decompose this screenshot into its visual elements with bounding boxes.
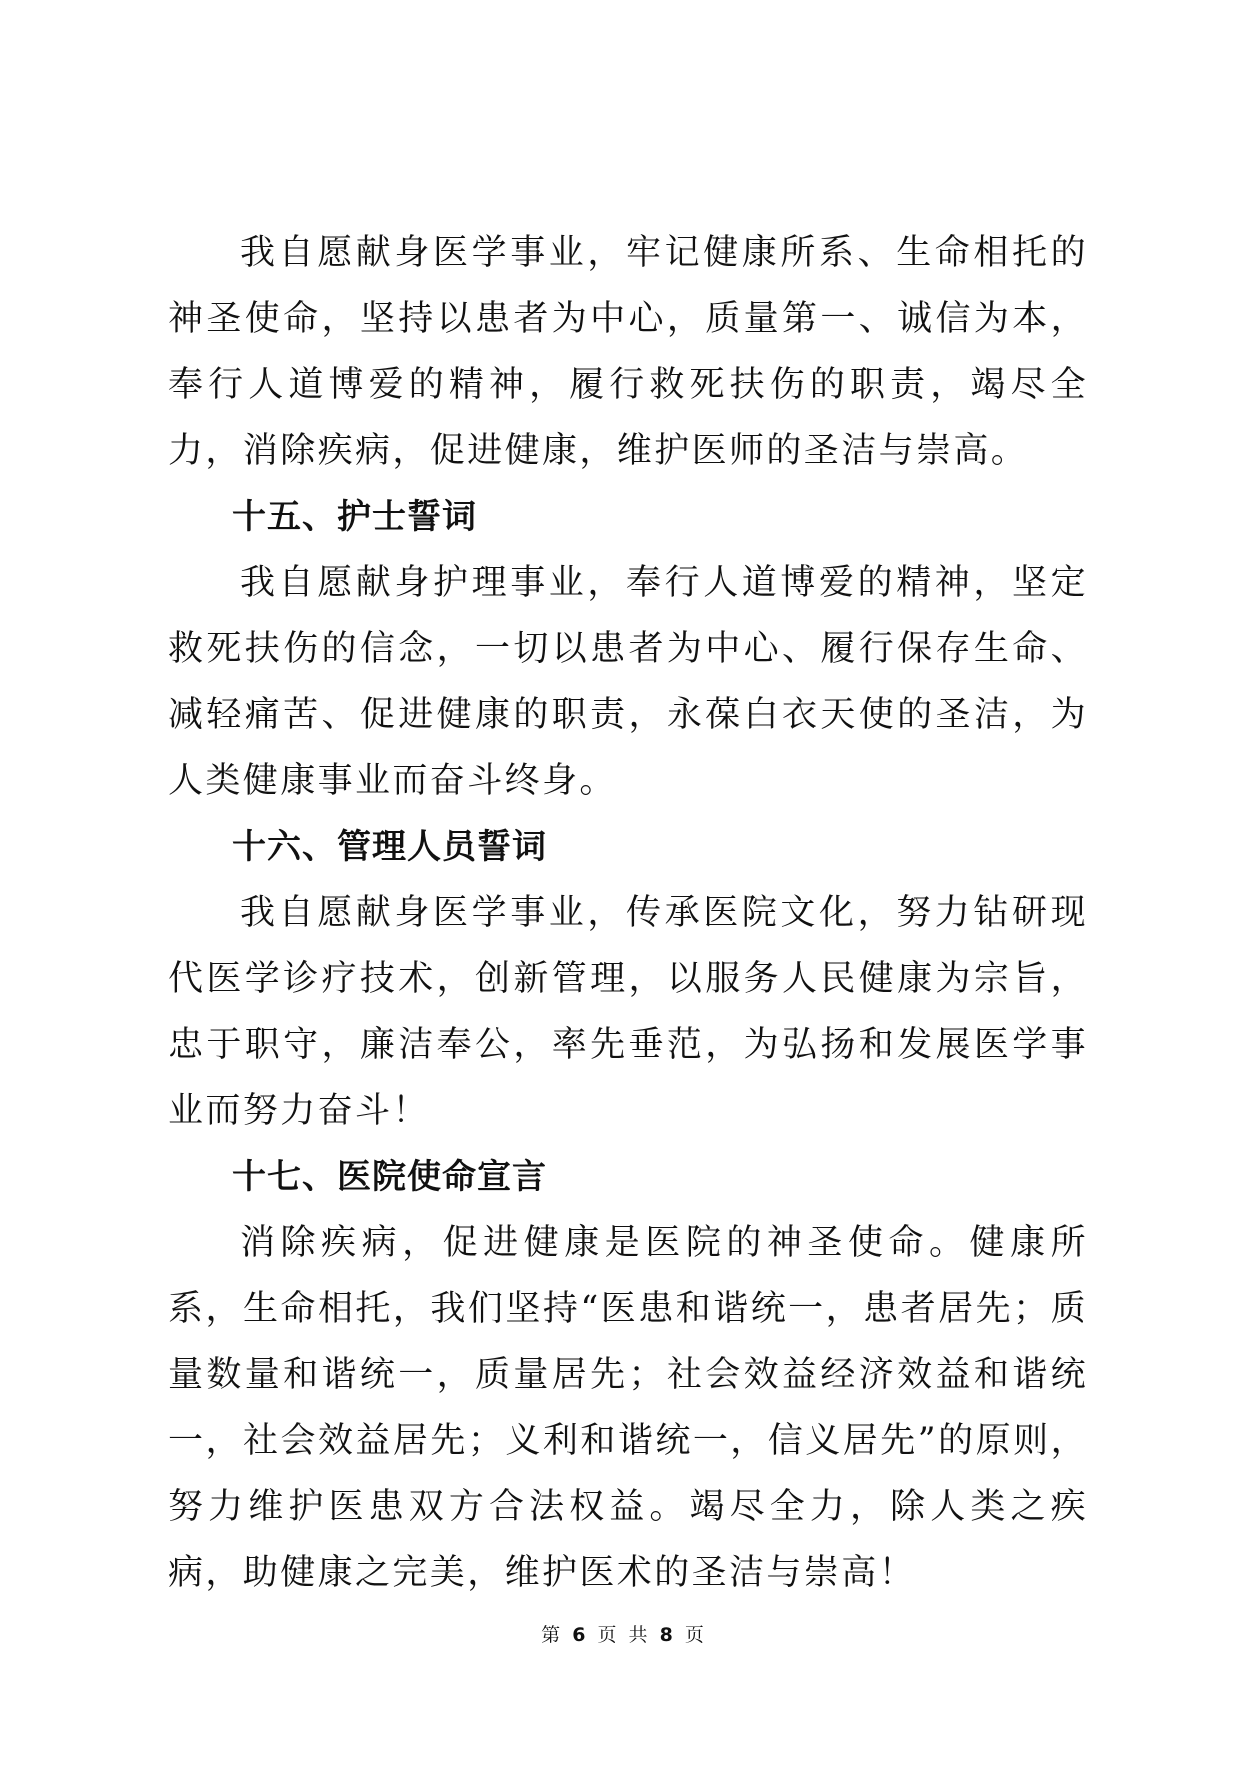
paragraph-physician-oath: 我自愿献身医学事业，牢记健康所系、生命相托的神圣使命，坚持以患者为中心，质量第一、诚信为本，奉行人道博爱的精神，履行救死扶伤的职责，竭尽全力，消除疾病，促进健康，维护医师的圣洁与崇高。 bbox=[168, 233, 1088, 471]
footer-total-pages: 8 bbox=[659, 1624, 676, 1646]
page-number-footer bbox=[0, 1620, 1248, 1647]
footer-prefix: 第 bbox=[541, 1624, 564, 1646]
page-content bbox=[168, 220, 1088, 1606]
heading-manager-oath: 十六、管理人员誓词 bbox=[232, 827, 547, 867]
heading-nurse-oath: 十五、护士誓词 bbox=[232, 497, 477, 537]
paragraph-hospital-mission: 消除疾病，促进健康是医院的神圣使命。健康所系，生命相托，我们坚持“医患和谐统一，患者居先；质量数量和谐统一，质量居先；社会效益经济效益和谐统一，社会效益居先；义利和谐统一，信义居先”的原则，努力维护医患双方合法权益。竭尽全力，除人类之疾病，助健康之完美，维护医术的圣洁与崇高！ bbox=[168, 1223, 1088, 1593]
footer-middle: 页 共 bbox=[597, 1624, 651, 1646]
footer-current-page: 6 bbox=[572, 1624, 589, 1646]
paragraph-nurse-oath: 我自愿献身护理事业，奉行人道博爱的精神，坚定救死扶伤的信念，一切以患者为中心、履行保存生命、减轻痛苦、促进健康的职责，永葆白衣天使的圣洁，为人类健康事业而奋斗终身。 bbox=[168, 563, 1088, 801]
paragraph-manager-oath: 我自愿献身医学事业，传承医院文化，努力钻研现代医学诊疗技术，创新管理，以服务人民健康为宗旨，忠于职守，廉洁奉公，率先垂范，为弘扬和发展医学事业而努力奋斗！ bbox=[168, 893, 1088, 1131]
footer-suffix: 页 bbox=[684, 1624, 707, 1646]
heading-hospital-mission: 十七、医院使命宣言 bbox=[232, 1157, 547, 1197]
